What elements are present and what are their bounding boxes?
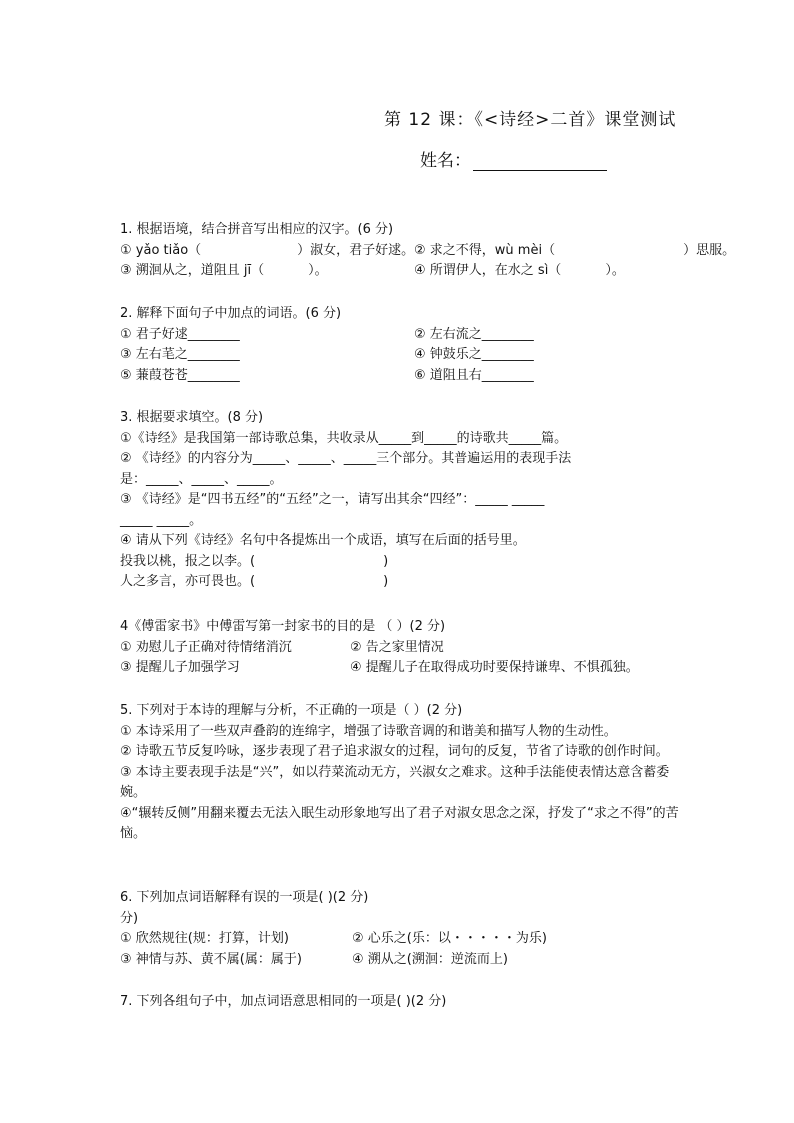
question-3-line-8: 人之多言，亦可畏也。( ) <box>120 574 389 589</box>
question-1 <box>120 220 736 282</box>
question-2-item-4: ④ 钟鼓乐之________ <box>414 347 534 362</box>
question-5-option-3: ③ 本诗主要表现手法是“兴”，如以荇菜流动无方，兴淑女之难求。这种手法能使表情达意含蓄委婉。 <box>120 764 670 800</box>
question-6 <box>120 888 680 970</box>
question-2-heading: 2. 解释下面句子中加点的词语。(6 分) <box>120 306 342 321</box>
question-2-item-6: ⑥ 道阻且右________ <box>414 367 534 383</box>
question-5-option-2: ② 诗歌五节反复吟咏，逐步表现了君子追求淑女的过程，词句的反复，节省了诗歌的创作时间。 <box>120 744 669 759</box>
question-5-option-4: ④“辗转反侧”用翻来覆去无法入眠生动形象地写出了君子对淑女思念之深，抒发了“求之不得”的苦恼。 <box>120 805 679 841</box>
question-1-item-2: ② 求之不得，wù mèi（ ）思服。 <box>414 242 736 258</box>
page-title: 第 12 课：《<诗经>二首》课堂测试 <box>384 110 677 130</box>
question-6-option-1: ① 欣然规往(规：打算，计划) <box>120 931 289 946</box>
question-3-heading: 3. 根据要求填空。(8 分) <box>120 410 264 425</box>
question-2-row-1 <box>120 325 680 346</box>
question-3-line-3: 是：_____、_____、_____。 <box>120 471 283 487</box>
question-1-item-4: ④ 所谓伊人，在水之 sì（ ）。 <box>414 263 625 278</box>
question-3-line-5: _____ _____。 <box>120 512 203 528</box>
question-3-line-6: ④ 请从下列《诗经》名句中各提炼出一个成语，填写在后面的括号里。 <box>120 533 526 548</box>
question-4-option-3: ③ 提醒儿子加强学习 <box>120 660 240 675</box>
name-field <box>420 146 607 171</box>
question-1-item-1: ① yǎo tiǎo（ ）淑女，君子好逑。 <box>120 242 415 258</box>
question-4-option-4: ④ 提醒儿子在取得成功时要保持谦卑、不惧孤独。 <box>350 660 639 675</box>
question-2-row-3 <box>120 366 680 387</box>
question-6-option-3: ③ 神情与苏、黄不属(属：属于) <box>120 951 302 967</box>
question-2-item-1: ① 君子好逑________ <box>120 326 240 342</box>
question-2-item-2: ② 左右流之________ <box>414 326 534 342</box>
question-7 <box>120 992 680 1013</box>
name-blank[interactable] <box>473 152 607 171</box>
question-5 <box>120 701 680 845</box>
question-1-row-1 <box>120 241 736 262</box>
question-1-row-2 <box>120 261 680 282</box>
name-label: 姓名： <box>420 151 471 171</box>
question-4-heading: 4《傅雷家书》中傅雷写第一封家书的目的是 （ ）(2 分) <box>120 619 446 634</box>
question-7-heading: 7. 下列各组句子中，加点词语意思相同的一项是( )(2 分) <box>120 994 447 1009</box>
question-4-option-2: ② 告之家里情况 <box>350 639 444 655</box>
question-4-row-1 <box>120 638 680 659</box>
question-6-heading-tail: 分) <box>120 910 139 926</box>
question-3-line-1: ①《诗经》是我国第一部诗歌总集，共收录从_____到_____的诗歌共_____篇。 <box>120 430 568 446</box>
question-3-line-7: 投我以桃，报之以李。( ) <box>120 553 389 569</box>
question-4-row-2 <box>120 658 680 679</box>
question-2-item-3: ③ 左右芼之________ <box>120 347 240 362</box>
question-1-heading: 1. 根据语境，结合拼音写出相应的汉字。(6 分) <box>120 222 394 237</box>
question-2-item-5: ⑤ 蒹葭苍苍________ <box>120 367 240 383</box>
question-4 <box>120 617 680 679</box>
question-2-row-2 <box>120 345 680 366</box>
question-3-line-4: ③ 《诗经》是“四书五经”的“五经”之一，请写出其余“四经”：_____ _____ <box>120 492 545 507</box>
question-4-option-1: ① 劝慰儿子正确对待情绪消沉 <box>120 639 292 655</box>
question-3-line-2: ② 《诗经》的内容分为_____、_____、_____三个部分。其普遍运用的表现手法 <box>120 451 572 466</box>
question-3 <box>120 408 680 593</box>
question-6-option-4: ④ 溯从之(溯洄：逆流而上) <box>352 951 508 967</box>
question-5-option-1: ① 本诗采用了一些双声叠韵的连绵字，增强了诗歌音调的和谐美和描写人物的生动性。 <box>120 723 617 739</box>
question-1-item-3: ③ 溯洄从之，道阻且 jī（ ）。 <box>120 263 328 278</box>
question-6-option-2: ② 心乐之(乐：以・・・・・为乐) <box>352 931 547 946</box>
question-6-row-2 <box>120 950 680 971</box>
question-6-row-1 <box>120 929 680 950</box>
question-6-heading: 6. 下列加点词语解释有误的一项是( )(2 分) <box>120 890 369 905</box>
question-2 <box>120 304 680 386</box>
question-5-heading: 5. 下列对于本诗的理解与分析，不正确的一项是（ ）(2 分) <box>120 703 463 718</box>
